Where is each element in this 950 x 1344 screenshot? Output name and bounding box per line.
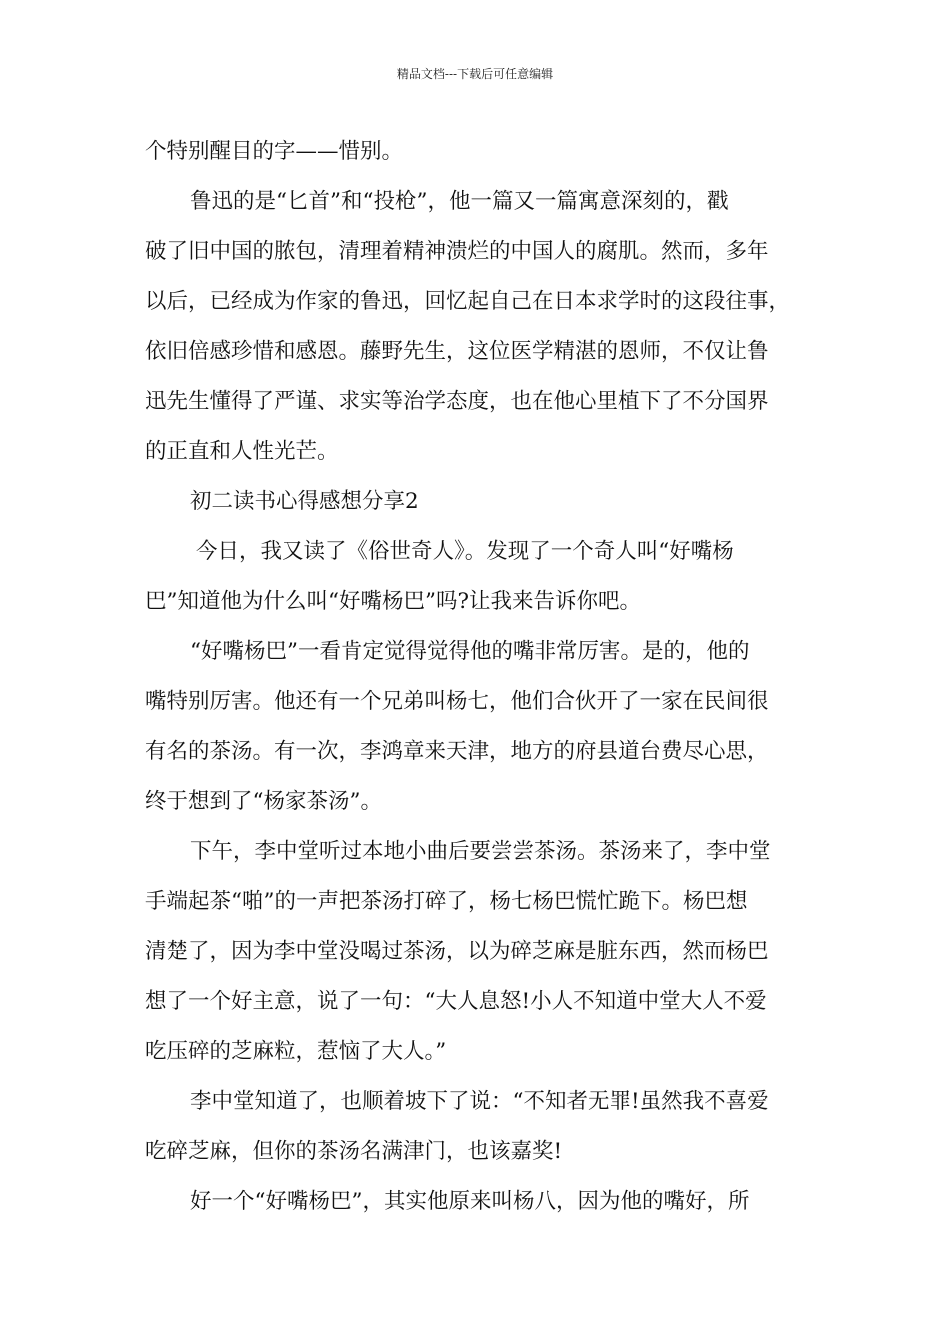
text-line: 有名的茶汤。有一次，李鸿章来天津，地方的府县道台费尽心思，	[145, 739, 769, 764]
text-line: 以后，已经成为作家的鲁迅，回忆起自己在日本求学时的这段往事，	[145, 289, 791, 314]
text-line: 破了旧中国的脓包，清理着精神溃烂的中国人的腐肌。然而，多年	[145, 239, 769, 264]
document-body	[145, 127, 815, 1227]
text-line: 李中堂知道了，也顺着坡下了说：“不知者无罪!虽然我不喜爱	[190, 1089, 769, 1114]
text-line: 想了一个好主意，说了一句：“大人息怒!小人不知道中堂大人不爱	[145, 989, 767, 1014]
section-heading: 初二读书心得感想分享2	[190, 489, 419, 514]
text-line: 鲁迅的是“匕首”和“投枪”，他一篇又一篇寓意深刻的，戳	[190, 189, 729, 214]
text-line: 依旧倍感珍惜和感恩。藤野先生，这位医学精湛的恩师，不仅让鲁	[145, 339, 769, 364]
text-line: 终于想到了“杨家茶汤”。	[145, 789, 382, 814]
text-line: 吃碎芝麻，但你的茶汤名满津门，也该嘉奖!	[145, 1139, 563, 1164]
text-line: 清楚了，因为李中堂没喝过茶汤，以为碎芝麻是脏东西，然而杨巴	[145, 939, 769, 964]
text-line: 下午，李中堂听过本地小曲后要尝尝茶汤。茶汤来了，李中堂	[190, 839, 771, 864]
text-line: 好一个“好嘴杨巴”，其实他原来叫杨八，因为他的嘴好，所	[190, 1189, 750, 1214]
text-line: 迅先生懂得了严谨、求实等治学态度，也在他心里植下了不分国界	[145, 389, 769, 414]
page-header: 精品文档---下载后可任意编辑	[396, 67, 554, 81]
text-line: 巴”知道他为什么叫“好嘴杨巴”吗?让我来告诉你吧。	[145, 589, 642, 614]
text-line: 个特别醒目的字——惜别。	[145, 139, 404, 164]
text-line: 手端起茶“啪”的一声把茶汤打碎了，杨七杨巴慌忙跪下。杨巴想	[145, 889, 748, 914]
text-line: 嘴特别厉害。他还有一个兄弟叫杨七，他们合伙开了一家在民间很	[145, 689, 769, 714]
text-line: 吃压碎的芝麻粒，惹恼了大人。”	[145, 1039, 447, 1064]
text-line: 今日，我又读了《俗世奇人》。发现了一个奇人叫“好嘴杨	[196, 539, 734, 564]
text-line: 的正直和人性光芒。	[145, 439, 339, 464]
text-line: “好嘴杨巴”一看肯定觉得觉得他的嘴非常厉害。是的，他的	[190, 639, 750, 664]
